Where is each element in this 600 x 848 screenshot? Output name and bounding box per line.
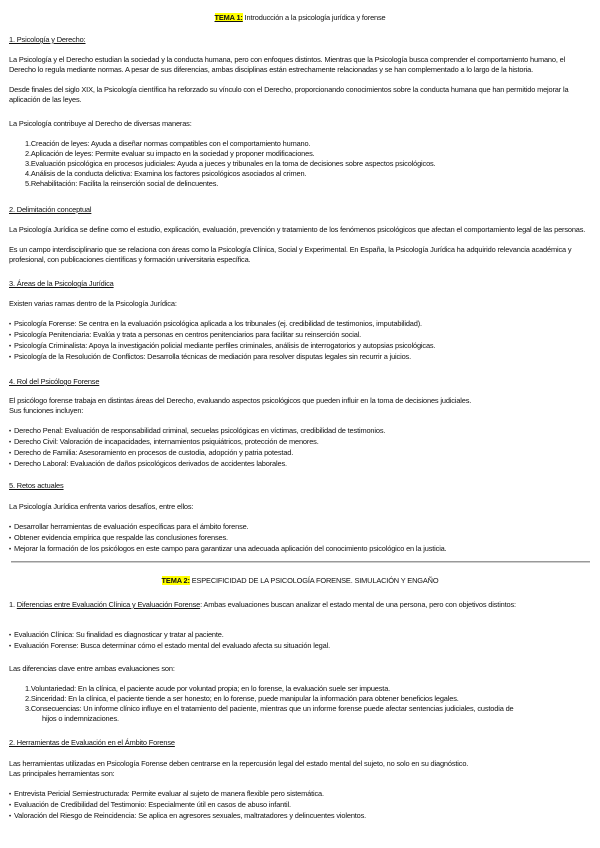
list-item: • Psicología Forense: Se centra en la evaluación psicológica aplicada a los tribunales (ej. credibilidad de testimonios, imputabilidad). (9, 319, 591, 330)
horizontal-divider (11, 561, 590, 563)
tema2-label: TEMA 2: (161, 576, 190, 585)
section1-ordered-list (25, 139, 591, 189)
tema2-section1-number: 1. (9, 600, 17, 609)
tema2-title (0, 576, 600, 586)
list-item: 5.Rehabilitación: Facilita la reinserción social de delincuentes. (25, 179, 219, 188)
tema2-section1-ordered-list (25, 684, 591, 724)
tema2-section2-paragraph-1: Las herramientas utilizadas en Psicología Forense deben centrarse en la repercusión legal del estado mental del sujeto, no solo en su diagnóstico. (9, 759, 469, 768)
section5-heading: 5. Retos actuales (9, 481, 64, 490)
tema2-section2-paragraph-2: Las principales herramientas son: (9, 769, 115, 778)
section4-paragraph-2: Sus funciones incluyen: (9, 406, 84, 415)
list-item: • Psicología de la Resolución de Conflictos: Desarrolla técnicas de mediación para resolver disputas legales sin recurrir a juicios. (9, 352, 591, 363)
section5-intro: La Psicología Jurídica enfrenta varios desafíos, entre ellos: (9, 502, 194, 511)
section2-heading: 2. Delimitación conceptual (9, 205, 92, 214)
section4-bullet-list (9, 426, 591, 470)
list-item: 1.Creación de leyes: Ayuda a diseñar normas compatibles con el comportamiento humano. (25, 139, 311, 148)
section2-paragraph-1: La Psicología Jurídica se define como el estudio, explicación, evaluación, prevención y tratamiento de los fenómenos psicológicos que afectan el comportamiento legal de las personas. (9, 225, 586, 234)
section3-intro: Existen varias ramas dentro de la Psicología Jurídica: (9, 299, 177, 308)
list-item: • Derecho de Familia: Asesoramiento en procesos de custodia, adopción y patria potestad. (9, 448, 591, 459)
list-item: • Obtener evidencia empírica que respalde las conclusiones forenses. (9, 533, 591, 544)
list-item: • Derecho Civil: Valoración de incapacidades, internamientos psiquiátricos, protección de menores. (9, 437, 591, 448)
list-item: 3.Evaluación psicológica en procesos judiciales: Ayuda a jueces y tribunales en la toma de decisiones sobre aspectos psicológicos. (25, 159, 436, 168)
list-item: 3.Consecuencias: Un informe clínico influye en el tratamiento del paciente, mientras que un informe forense puede afectar sentencias judiciales, custodia de (25, 704, 514, 713)
list-item: • Evaluación de Credibilidad del Testimonio: Especialmente útil en casos de abuso infantil. (9, 800, 591, 811)
list-item: • Derecho Penal: Evaluación de responsabilidad criminal, secuelas psicológicas en víctimas, credibilidad de testimonios. (9, 426, 591, 437)
list-item: • Evaluación Clínica: Su finalidad es diagnosticar y tratar al paciente. (9, 630, 591, 641)
tema2-section1-lead (9, 600, 591, 610)
tema2-section1-heading: Diferencias entre Evaluación Clínica y Evaluación Forense (16, 600, 201, 609)
tema1-label: TEMA 1: (214, 13, 243, 22)
list-item: • Entrevista Pericial Semiestructurada: Permite evaluar al sujeto de manera flexible pero sistemática. (9, 789, 591, 800)
tema2-title-text: ESPECIFICIDAD DE LA PSICOLOGÍA FORENSE. SIMULACIÓN Y ENGAÑO (189, 576, 439, 585)
list-item: • Mejorar la formación de los psicólogos en este campo para garantizar una adecuada aplicación del conocimiento psicológico en la justicia. (9, 544, 591, 555)
section1-intro: La Psicología contribuye al Derecho de diversas maneras: (9, 119, 192, 128)
section1-paragraph-2: Desde finales del siglo XIX, la Psicología científica ha reforzado su vínculo con el Derecho, proporcionando conocimientos sobre la conducta humana que han permitido mejorar la aplicación de las leyes. (9, 85, 569, 104)
list-item: 4.Análisis de la conducta delictiva: Examina los factores psicológicos asociados al crimen. (25, 169, 307, 178)
list-item: • Valoración del Riesgo de Reincidencia: Se aplica en agresores sexuales, maltratadores y delincuentes violentos. (9, 811, 591, 822)
tema2-section1-intro2: Las diferencias clave entre ambas evaluaciones son: (9, 664, 175, 673)
list-item: • Psicología Criminalista: Apoya la investigación policial mediante perfiles criminales, análisis de interrogatorios y autopsias psicológicas. (9, 341, 591, 352)
list-item: • Desarrollar herramientas de evaluación específicas para el ámbito forense. (9, 522, 591, 533)
list-item: 1.Voluntariedad: En la clínica, el paciente acude por voluntad propia; en lo forense, la evaluación suele ser impuesta. (25, 684, 391, 693)
list-item-continuation: hijos o indemnizaciones. (42, 714, 119, 723)
list-item: • Evaluación Forense: Busca determinar cómo el estado mental del evaluado afecta su situación legal. (9, 641, 591, 652)
tema1-title (0, 13, 600, 23)
tema2-section2-heading: 2. Herramientas de Evaluación en el Ámbito Forense (9, 738, 175, 747)
section5-bullet-list (9, 522, 591, 555)
section4-heading: 4. Rol del Psicólogo Forense (9, 377, 100, 386)
list-item: 2.Aplicación de leyes: Permite evaluar su impacto en la sociedad y proponer modificaciones. (25, 149, 315, 158)
list-item: 2.Sinceridad: En la clínica, el paciente tiende a ser honesto; en lo forense, puede manipular la información para obtener beneficios legales. (25, 694, 459, 703)
tema2-section1-text: : Ambas evaluaciones buscan analizar el estado mental de una persona, pero con objetivos distintos: (200, 600, 516, 609)
section3-heading: 3. Áreas de la Psicología Jurídica (9, 279, 114, 288)
list-item: • Derecho Laboral: Evaluación de daños psicológicos derivados de accidentes laborales. (9, 459, 591, 470)
section2-paragraph-2: Es un campo interdisciplinario que se relaciona con áreas como la Psicología Clínica, Social y Experimental. En España, la Psicología Jurídica ha adquirido relevancia académica y profesional, con publicaciones científicas y formación universitaria específica. (9, 245, 572, 264)
section4-paragraph-1: El psicólogo forense trabaja en distintas áreas del Derecho, evaluando aspectos psicológicos que pueden influir en la toma de decisiones judiciales. (9, 396, 472, 405)
section3-bullet-list (9, 319, 591, 363)
list-item: • Psicología Penitenciaria: Evalúa y trata a personas en centros penitenciarios para facilitar su reinserción social. (9, 330, 591, 341)
section1-heading: 1. Psicología y Derecho: (9, 35, 86, 44)
tema1-title-text: Introducción a la psicología jurídica y forense (242, 13, 386, 22)
section1-paragraph-1: La Psicología y el Derecho estudian la sociedad y la conducta humana, pero con enfoques distintos. Mientras que la Psicología busca comprender el comportamiento humano, el Derecho lo regula mediante normas. A pesar de sus diferencias, ambas disciplinas están estrechamente relacionadas y se han complementado a lo largo de la historia. (9, 55, 566, 74)
tema2-section2-bullet-list (9, 789, 591, 822)
tema2-section1-bullet-list (9, 630, 591, 652)
